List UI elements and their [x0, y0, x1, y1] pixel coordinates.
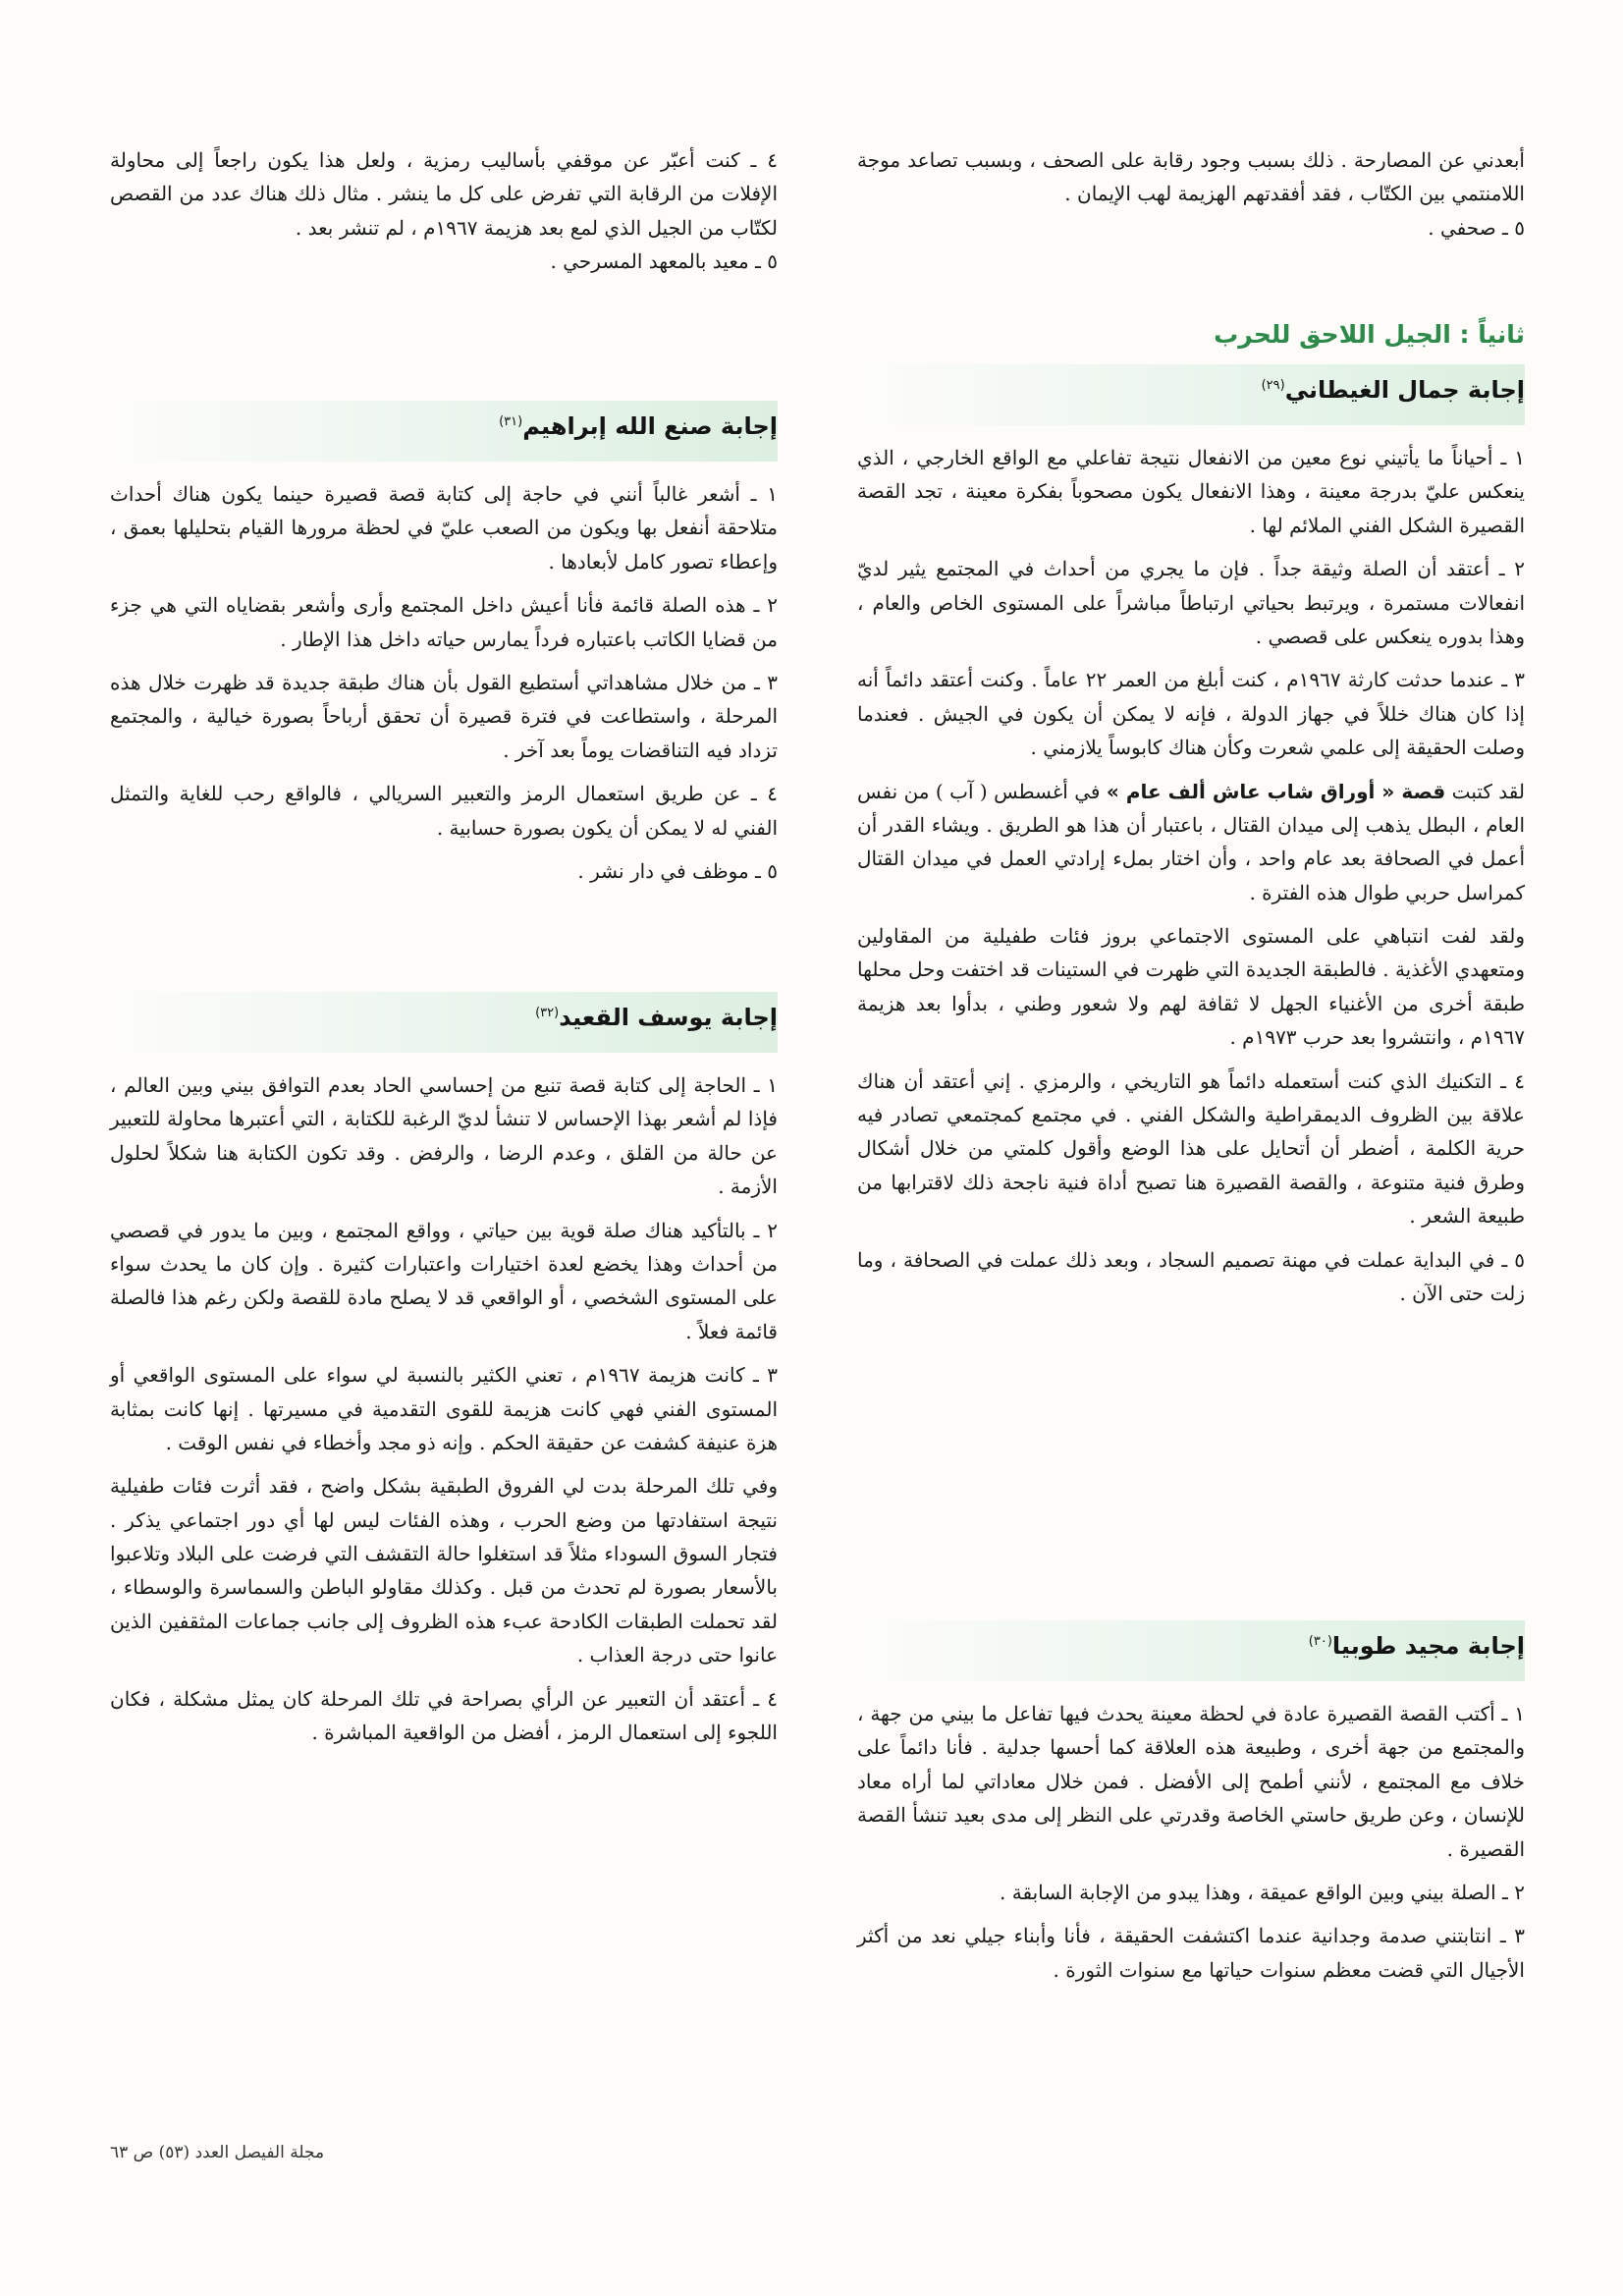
section-title: ثانياً : الجيل اللاحق للحرب [1214, 320, 1525, 349]
right-intro-paragraph: ٥ ـ صحفي . [1428, 215, 1525, 240]
answer-heading: إجابة صنع الله إبراهيم$^{(٣١)}$ [499, 412, 778, 440]
left-intro-paragraph: ٤ ـ كنت أعبّر عن موقفي بأساليب رمزية ، ولعل هذا يكون راجعاً إلى محاولة الإفلات من الرقابة التي تفرض على كل ما ينشر . مثال ذلك هناك عدد من القصص لكتّاب من الجيل الذي لمع بعد هزيمة ١٩٦٧م ، لم تنشر بعد . [110, 148, 778, 240]
footnote-ref: (٢٩) [1261, 378, 1285, 393]
right-intro-paragraph: أبعدني عن المصارحة . ذلك بسبب وجود رقابة على الصحف ، وبسبب تصاعد موجة اللامنتمي بين الكتّاب ، فقد أفقدتهم الهزيمة لهب الإيمان . [857, 148, 1525, 206]
answer-paragraph: ٢ ـ أعتقد أن الصلة وثيقة جداً . فإن ما يجري من أحداث في المجتمع يثير لديّ انفعالات مستمرة ، ويرتبط بحياتي ارتباطاً مباشراً على المستوى الخاص والعام ، وهذا بدوره ينعكس على قصصي . [857, 557, 1525, 648]
answer-paragraph: ٤ ـ أعتقد أن التعبير عن الرأي بصراحة في تلك المرحلة كان يمثل مشكلة ، فكان اللجوء إلى استعمال الرمز ، أفضل من الواقعية المباشرة . [110, 1686, 778, 1745]
footnote-ref: (٣٠) [1308, 1634, 1332, 1649]
answer-heading: إجابة جمال الغيطاني$^{(٢٩)}$ [1261, 376, 1525, 404]
answer-paragraph: ولقد لفت انتباهي على المستوى الاجتماعي بروز فئات طفيلية من المقاولين ومتعهدي الأغذية . فالطبقة الجديدة التي ظهرت في الستينات قد اختفت وحل محلها طبقة أخرى من الأغنياء الجهل لا ثقافة لهم ولا شعور وطني ، بدأوا بعد هزيمة ١٩٦٧م ، وانتشروا بعد حرب ١٩٧٣م . [857, 924, 1525, 1050]
answer-paragraph: ٤ ـ عن طريق استعمال الرمز والتعبير السريالي ، فالواقع رحب للغاية والتمثل الفني له لا يمكن أن يكون بصورة حسابية . [110, 782, 778, 840]
answer-heading: إجابة مجيد طوبيا$^{(٣٠)}$ [1308, 1632, 1525, 1660]
answer-paragraph: لقد كتبت قصة « أوراق شاب عاش ألف عام » في أغسطس ( آب ) من نفس العام ، البطل يذهب إلى ميدان القتال ، باعتبار أن هذا هو الطريق . ويشاء القدر أن أعمل في الصحافة بعد عام واحد ، وأن اختار بملء إرادتي العمل في ميدان القتال كمراسل حربي طوال هذه الفترة . [857, 779, 1526, 904]
answer-heading-band [857, 364, 1525, 425]
answer-paragraph: ٥ ـ موظف في دار نشر . [577, 858, 778, 883]
story-title: قصة « أوراق شاب عاش ألف عام » [1106, 779, 1446, 803]
answer-paragraph: ٣ ـ كانت هزيمة ١٩٦٧م ، تعني الكثير بالنسبة لي سواء على المستوى الواقعي أو المستوى الفني فهي كانت هزيمة للقوى التقدمية في مسيرتها . إنها كانت بمثابة هزة عنيفة كشفت عن حقيقة الحكم . وإنه ذو مجد وأخطاء في نفس الوقت . [110, 1363, 778, 1454]
right-intro [857, 143, 1525, 245]
answer-paragraph: ١ ـ أشعر غالباً أنني في حاجة إلى كتابة قصة قصيرة حينما يكون هناك أحداث متلاحقة أنفعل بها ويكون من الصعب عليّ في لحظة مرورها القيام بتحليلها بعمق ، وإعطاء تصور كامل لأبعادها . [110, 482, 778, 574]
answer-paragraph: ١ ـ أكتب القصة القصيرة عادة في لحظة معينة يحدث فيها تفاعل ما بيني من جهة ، والمجتمع من جهة أخرى ، وطبيعة هذه العلاقة كما أحسها جدلية . فأنا دائماً على خلاف مع المجتمع ، لأنني أطمح إلى الأفضل . فمن خلال معاداتي لما أراه معاد للإنسان ، وعن طريق حاستي الخاصة وقدرتي على النظر إلى مدى بعيد تنشأ القصة القصيرة . [857, 1702, 1526, 1861]
sonallah-section [110, 401, 778, 898]
answer-heading: إجابة يوسف القعيد$^{(٣٢)}$ [535, 1004, 778, 1031]
footnote-ref: (٣١) [499, 414, 523, 429]
answer-paragraph: ١ ـ الحاجة إلى كتابة قصة تنبع من إحساسي الحاد بعدم التوافق بيني وبين العالم ، فإذا لم أشعر بهذا الإحساس لا تنشأ لديّ الرغبة للكتابة ، التي أعتبرها محاولة للتعبير عن حالة من القلق ، وعدم الرضا ، والرفض . وقد تكون الكتابة هنا شكلاً لحلول الأزمة . [110, 1073, 778, 1199]
answer-paragraph: ٣ ـ عندما حدثت كارثة ١٩٦٧م ، كنت أبلغ من العمر ٢٢ عاماً . وكنت أعتقد دائماً أنه إذا كان هناك خللاً في جهاز الدولة ، فإنه لا يمكن أن يكون في الجيش . فعندما وصلت الحقيقة إلى علمي شعرت وكأن هناك كابوساً يلازمني . [857, 668, 1525, 760]
answer-paragraph: ٥ ـ في البداية عملت في مهنة تصميم السجاد ، وبعد ذلك عملت في الصحافة ، وما زلت حتى الآن . [857, 1247, 1525, 1305]
qaid-section [110, 992, 778, 1759]
answer-heading-band [857, 1620, 1525, 1681]
answer-paragraph: ٢ ـ بالتأكيد هناك صلة قوية بين حياتي ، وواقع المجتمع ، وبين ما يدور في قصصي من أحداث وهذا يخضع لعدة اختيارات واعتبارات كثيرة . وإن كان ما يحدث سواء على المستوى الشخصي ، أو الواقعي قد لا يصلح مادة للقصة ولكن رغم هذا فالصلة قائمة فعلاً . [110, 1218, 778, 1343]
answer-paragraph: ٣ ـ انتابتني صدمة وجدانية عندما اكتشفت الحقيقة ، فأنا وأبناء جيلي نعد من أكثر الأجيال التي قضت معظم سنوات حياتها مع سنوات الثورة . [857, 1924, 1525, 1982]
answer-paragraph: وفي تلك المرحلة بدت لي الفروق الطبقية بشكل واضح ، فقد أثرت فئات طفيلية نتيجة استفادتها من وضع الحرب ، وهذه الفئات ليس لها أي دور اجتماعي يذكر . فتجار السوق السوداء مثلاً قد استغلوا حالة التقشف التي فرضت على البلاد وتلاعبوا بالأسعار بصورة لم تحدث من قبل . وكذلك مقاولو الباطن والسماسرة والوسطاء ، لقد تحملت الطبقات الكادحة عبء هذه الظروف إلى جانب جماعات المثقفين الذين عانوا حتى درجة العذاب . [110, 1474, 778, 1667]
left-intro [110, 143, 778, 279]
page-footer: مجلة الفيصل العدد (٥٣) ص ٦٣ [110, 2143, 325, 2162]
answer-paragraph: ٣ ـ من خلال مشاهداتي أستطيع القول بأن هناك طبقة جديدة قد ظهرت خلال هذه المرحلة ، واستطاعت في فترة قصيرة أن تحقق أرباحاً بصورة خيالية ، والمجتمع تزداد فيه التناقضات يوماً بعد آخر . [110, 670, 778, 762]
footnote-ref: (٣٢) [535, 1006, 560, 1020]
tobia-section [857, 1620, 1525, 1996]
left-intro-paragraph: ٥ ـ معيد بالمعهد المسرحي . [550, 249, 778, 274]
answer-paragraph: ٢ ـ الصلة بيني وبين الواقع عميقة ، وهذا يبدو من الإجابة السابقة . [1000, 1880, 1525, 1904]
answer-paragraph: ٢ ـ هذه الصلة قائمة فأنا أعيش داخل المجتمع وأرى وأشعر بقضاياه التي هي جزء من قضايا الكاتب باعتباره فرداً يمارس حياته داخل هذا الإطار . [110, 593, 778, 651]
answer-heading-band [110, 992, 778, 1053]
left-column [110, 0, 778, 2296]
right-column [857, 0, 1525, 2296]
answer-paragraph: ١ ـ أحياناً ما يأتيني نوع معين من الانفعال نتيجة تفاعلي مع الواقع الخارجي ، الذي ينعكس عليّ بدرجة معينة ، وهذا الانفعال يكون مصحوباً بفكرة معينة ، تجد القصة القصيرة الشكل الفني الملائم لها . [857, 446, 1525, 537]
ghitani-section [857, 320, 1525, 1320]
answer-paragraph: ٤ ـ التكنيك الذي كنت أستعمله دائماً هو التاريخي ، والرمزي . إني أعتقد أن هناك علاقة بين الظروف الديمقراطية والشكل الفني . في مجتمع كمجتمعي تصادر فيه حرية الكلمة ، أضطر أن أتحايل على هذا الوضع وأقول كلمتي من خلال أشكال وطرق فنية متنوعة ، والقصة القصيرة هنا تصبح أداة فنية ناجحة ذلك لاقترابها من طبيعة الشعر . [857, 1068, 1525, 1229]
answer-heading-band [110, 401, 778, 462]
